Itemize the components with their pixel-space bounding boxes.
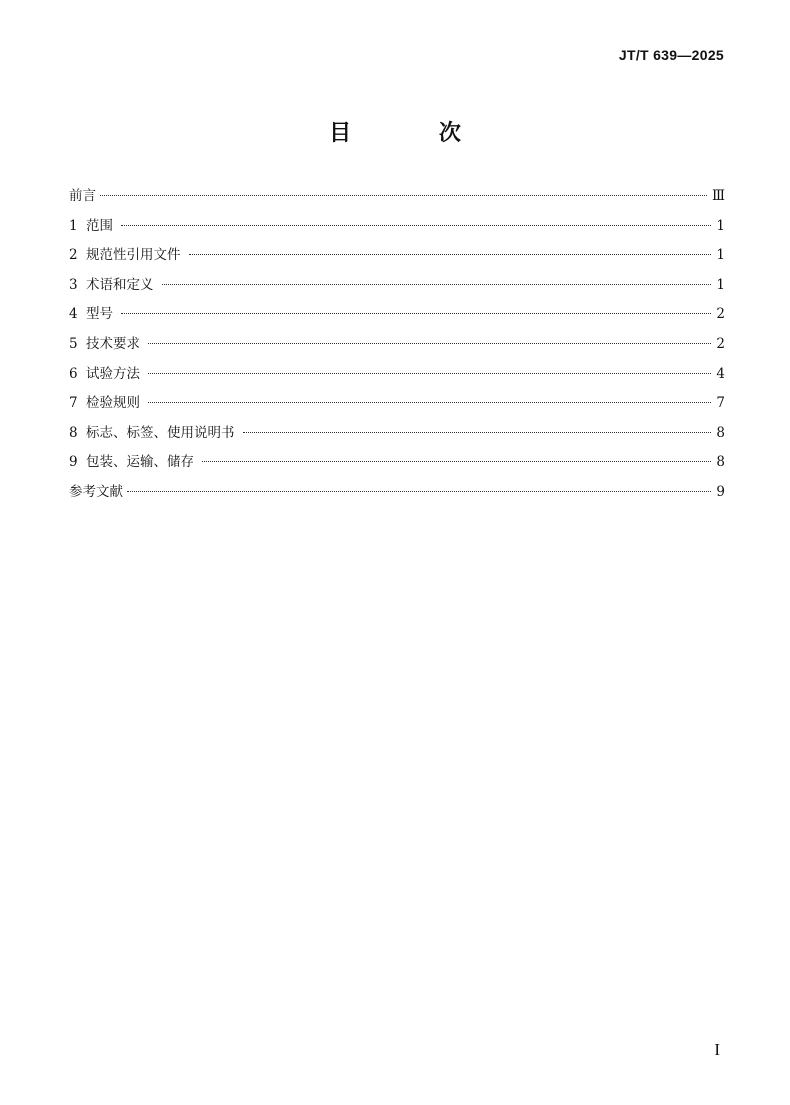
toc-item-page: 1 <box>716 247 725 264</box>
toc-item-page: 9 <box>716 483 725 500</box>
toc-item-label: 试验方法 <box>86 365 140 382</box>
toc-item-label: 前言 <box>69 188 96 204</box>
dot-leader <box>127 491 711 492</box>
toc-item-page: 4 <box>716 365 725 382</box>
toc-item-label: 技术要求 <box>86 335 140 352</box>
toc-item-page: 2 <box>716 335 725 352</box>
dot-leader <box>100 195 707 196</box>
table-of-contents <box>69 182 725 508</box>
dot-leader <box>202 461 711 462</box>
toc-item-number: 9 <box>69 454 78 471</box>
toc-item-number: 3 <box>69 276 78 293</box>
toc-item-page: Ⅲ <box>711 188 725 204</box>
toc-item-page: 7 <box>716 395 725 412</box>
toc-item-number: 5 <box>69 335 78 352</box>
dot-leader <box>148 373 711 374</box>
toc-item-number: 8 <box>69 424 78 441</box>
toc-item-label: 术语和定义 <box>86 276 154 293</box>
toc-item-terms-definitions[interactable] <box>69 271 725 301</box>
toc-item-label: 参考文献 <box>69 483 123 500</box>
toc-item-number: 2 <box>69 247 78 264</box>
toc-item-foreword[interactable] <box>69 182 725 212</box>
toc-item-bibliography[interactable] <box>69 478 725 508</box>
dot-leader <box>121 313 711 314</box>
dot-leader <box>148 343 711 344</box>
toc-item-model[interactable] <box>69 300 725 330</box>
toc-item-test-methods[interactable] <box>69 360 725 390</box>
toc-item-page: 2 <box>716 306 725 323</box>
toc-item-label: 规范性引用文件 <box>86 247 181 264</box>
dot-leader <box>148 402 711 403</box>
toc-item-number: 7 <box>69 395 78 412</box>
toc-item-number: 6 <box>69 365 78 382</box>
toc-item-page: 1 <box>716 217 725 234</box>
toc-item-label: 标志、标签、使用说明书 <box>86 424 235 441</box>
toc-item-inspection-rules[interactable] <box>69 389 725 419</box>
toc-item-label: 型号 <box>86 306 113 323</box>
toc-item-label: 范围 <box>86 217 113 234</box>
page-title: 目 次 <box>329 121 501 146</box>
page-number: I <box>714 1040 720 1059</box>
toc-item-page: 8 <box>716 454 725 471</box>
toc-item-marking-labeling[interactable] <box>69 419 725 449</box>
toc-item-number: 1 <box>69 217 78 234</box>
dot-leader <box>121 225 711 226</box>
standard-code: JT/T 639—2025 <box>618 47 724 63</box>
toc-item-packaging-transport[interactable] <box>69 448 725 478</box>
toc-item-scope[interactable] <box>69 212 725 242</box>
dot-leader <box>162 284 712 285</box>
dot-leader <box>189 254 712 255</box>
toc-item-number: 4 <box>69 306 78 323</box>
toc-item-label: 检验规则 <box>86 395 140 412</box>
dot-leader <box>243 432 712 433</box>
toc-item-page: 1 <box>716 276 725 293</box>
toc-item-label: 包装、运输、储存 <box>86 454 194 471</box>
toc-item-normative-references[interactable] <box>69 241 725 271</box>
toc-item-page: 8 <box>716 424 725 441</box>
toc-item-technical-requirements[interactable] <box>69 330 725 360</box>
